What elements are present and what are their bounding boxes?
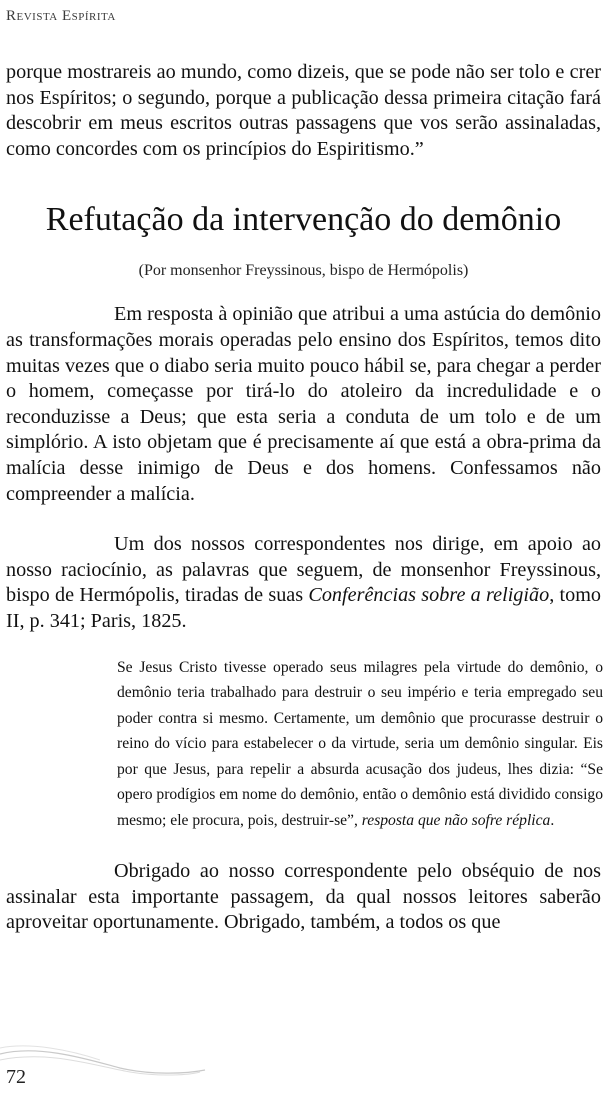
paragraph-2 [6, 532, 601, 634]
page-body [6, 60, 601, 936]
paragraph-3: Obrigado ao nosso correspondente pelo obséquio de nos assinalar esta importante passagem, da qual nossos leitores saberão aproveitar oportunamente. Obrigado, também, a todos os que [6, 860, 601, 934]
paragraph-2-citation: , tomo II, p. 341; Paris, 1825. [6, 584, 602, 632]
page-number: 72 [6, 1066, 26, 1088]
running-header: Revista Espírita [6, 8, 116, 24]
quote-text: Se Jesus Cristo tivesse operado seus milagres pela virtude do demônio, o demônio teria trabalhado para destruir o seu império e teria empregado seu poder contra si mesmo. Certamente, um demônio que procurasse destruir o reino do vício para estabelecer o da virtude, seria um demônio singular. Eis por que Jesus, para repelir a absurda acusação dos judeus, lhes dizia: “Se opero prodígios em nome do demônio, então o demônio está dividido consigo mesmo; ele procura, pois, destruir-se”, [117, 658, 603, 829]
footer-ornament [0, 1040, 220, 1080]
quote-italic-tail: resposta que não sofre réplica [361, 811, 551, 829]
continuation-paragraph: porque mostrareis ao mundo, como dizeis, que se pode não ser tolo e crer nos Espíritos; o segundo, porque a publicação dessa primeira citação fará descobrir em meus escritos outras passagens que vos serão assinaladas, como concordes com os princípios do Espiritismo.” [6, 61, 601, 160]
article-title: Refutação da intervenção do demônio [45, 201, 562, 239]
paragraph-1: Em resposta à opinião que atribui a uma astúcia do demônio as transformações morais operadas pelo ensino dos Espíritos, temos dito muitas vezes que o diabo seria muito pouco hábil se, para chegar a perder o homem, começasse por tirá-lo do atoleiro da incredulidade e o reconduzisse a Deus; que esta seria a conduta de um tolo e de um simplório. A isto objetam que é precisamente aí que está a obra-prima da malícia desse inimigo de Deus e dos homens. Confessamos não compreender a malícia. [6, 303, 601, 505]
quote-end: . [550, 811, 555, 829]
block-quote [117, 655, 603, 834]
article-byline: (Por monsenhor Freyssinous, bispo de Hermópolis) [138, 262, 469, 280]
book-title: Conferências sobre a religião [308, 584, 550, 607]
paragraph-2-text: Um dos nossos correspondentes nos dirige, em apoio ao nosso raciocínio, as palavras que seguem, de monsenhor Freyssinous, bispo de Hermópolis, tiradas de suas [6, 533, 601, 607]
